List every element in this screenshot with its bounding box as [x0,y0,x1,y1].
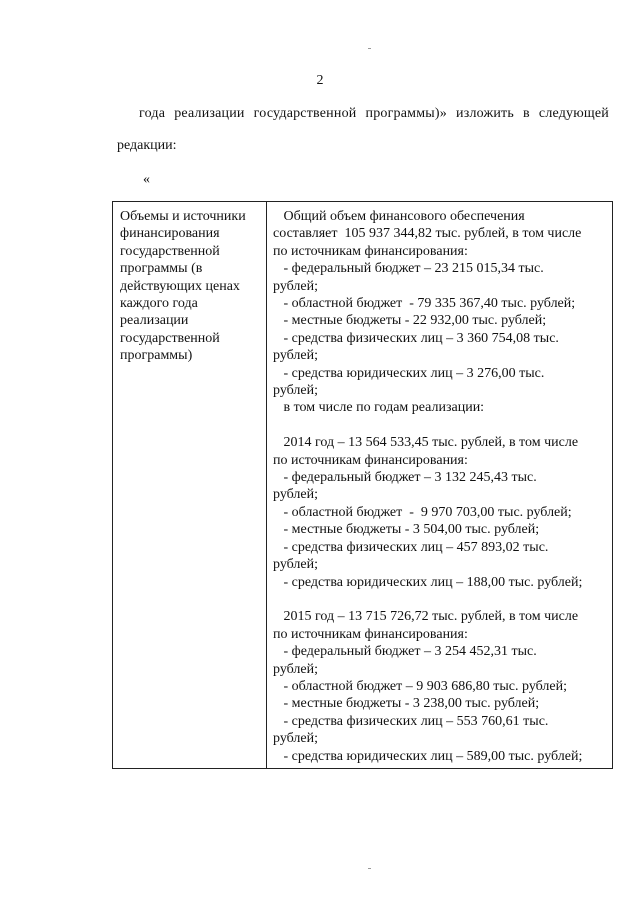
intro-text-line: редакции: [117,138,177,153]
funding-text-line: рублей; [273,383,318,399]
row-label-line: государственной [120,243,220,259]
row-label-line: государственной [120,330,220,346]
row-label-line: программы) [120,348,193,364]
funding-text-line: - средства юридических лиц – 188,00 тыс. рублей; [273,574,583,590]
funding-text-line: - средства физических лиц – 3 360 754,08 тыс. [273,330,559,346]
row-label-line: финансирования [120,226,220,242]
funding-text-line: составляет 105 937 344,82 тыс. рублей, в том числе [273,226,582,242]
funding-text-line: рублей; [273,731,318,747]
funding-text-line: - федеральный бюджет – 3 254 452,31 тыс. [273,644,537,660]
funding-text-line: рублей; [273,487,318,503]
funding-text-line: по источникам финансирования: [273,452,468,468]
column-divider [266,202,267,768]
funding-text-line: по источникам финансирования: [273,243,468,259]
row-label-line: Объемы и источники [120,209,246,224]
funding-text-line: - федеральный бюджет – 23 215 015,34 тыс. [273,261,544,277]
opening-quote-mark: « [143,172,150,187]
funding-text-line: - областной бюджет - 9 970 703,00 тыс. рублей; [273,504,572,520]
row-label-line: каждого года [120,296,198,312]
row-label-cell [120,208,262,365]
blank-line [273,591,609,608]
scan-mark [368,48,371,49]
funding-text-line: 2015 год – 13 715 726,72 тыс. рублей, в том числе [273,609,579,625]
intro-text-line: года реализации государственной программы)» изложить в следующей [139,106,609,121]
funding-text-line: - местные бюджеты - 3 238,00 тыс. рублей; [273,696,540,712]
funding-text-line: в том числе по годам реализации: [273,400,485,416]
funding-text-line: - федеральный бюджет – 3 132 245,43 тыс. [273,470,537,486]
funding-text-line: - средства физических лиц – 553 760,61 тыс. [273,713,549,729]
funding-text-line: - средства юридических лиц – 589,00 тыс. рублей; [273,748,583,764]
row-label-line: действующих ценах [120,278,240,294]
program-passport-table [112,201,613,769]
scan-mark [368,868,371,869]
funding-text-line: рублей; [273,348,318,364]
row-label-line: программы (в [120,261,203,277]
funding-text-line: 2014 год – 13 564 533,45 тыс. рублей, в том числе [273,435,579,451]
funding-text-line: - местные бюджеты - 3 504,00 тыс. рублей; [273,522,540,538]
funding-text-line: - средства юридических лиц – 3 276,00 тыс. [273,365,545,381]
funding-details-cell [273,208,609,765]
funding-text-line: - областной бюджет – 9 903 686,80 тыс. рублей; [273,678,567,694]
funding-text-line: рублей; [273,278,318,294]
funding-text-line: Общий объем финансового обеспечения [273,209,525,224]
funding-text-line: рублей; [273,557,318,573]
funding-text-line: рублей; [273,661,318,677]
funding-text-line: - областной бюджет - 79 335 367,40 тыс. рублей; [273,296,576,312]
blank-line [273,417,609,434]
page-number: 2 [316,73,324,88]
funding-text-line: - местные бюджеты - 22 932,00 тыс. рублей; [273,313,547,329]
funding-text-line: по источникам финансирования: [273,626,468,642]
row-label-line: реализации [120,313,189,329]
funding-text-line: - средства физических лиц – 457 893,02 тыс. [273,539,549,555]
